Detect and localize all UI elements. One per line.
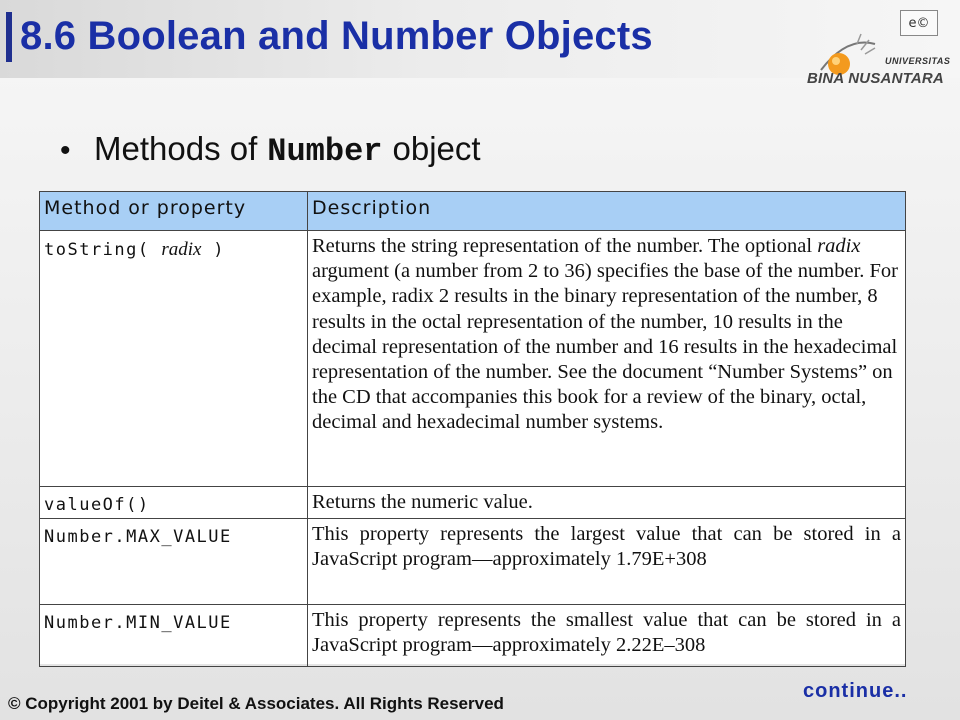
table-row — [40, 605, 906, 667]
title-accent-bar — [6, 12, 12, 62]
bullet-dot: • — [60, 134, 71, 167]
method-cell — [40, 231, 308, 487]
methods-table — [39, 191, 906, 667]
method-prefix: toString( — [44, 240, 150, 260]
table-row — [40, 519, 906, 605]
method-cell: Number.MAX_VALUE — [40, 519, 308, 605]
description-cell: Returns the numeric value. — [308, 487, 906, 519]
method-cell: valueOf() — [40, 487, 308, 519]
logo-universitas-text: UNIVERSITAS — [885, 56, 951, 66]
desc-param: radix — [817, 235, 861, 257]
table-row — [40, 231, 906, 487]
bullet-code: Number — [267, 133, 383, 170]
desc-text-pre: Returns the string representation of the number. The optional — [312, 235, 813, 257]
continue-label: continue.. — [803, 680, 908, 702]
e-learning-badge-icon: e© — [900, 10, 938, 36]
university-logo — [805, 10, 955, 94]
table-row — [40, 487, 906, 519]
bullet-point — [60, 130, 481, 170]
logo-name-text: BINA NUSANTARA — [807, 70, 944, 87]
copyright-footer: © Copyright 2001 by Deitel & Associates. All Rights Reserved — [8, 694, 504, 713]
bullet-suffix: object — [392, 130, 481, 167]
description-cell — [308, 231, 906, 487]
table-header-row — [40, 192, 906, 231]
bullet-prefix: Methods of — [94, 130, 258, 167]
method-param: radix — [161, 239, 202, 260]
description-cell: This property represents the largest value that can be stored in a JavaScript program—approximately 1.79E+308 — [308, 519, 906, 605]
desc-text-rest: argument (a number from 2 to 36) specifies the base of the number. For example, radix 2 results in the binary representation of the number, 8 results in the octal representation of the number, 10 results in the decimal representation of the number and 16 results in the hexadecimal representation of the number. See the document “Number Systems” on the CD that accompanies this book for a review of the binary, octal, decimal and hexadecimal number systems. — [312, 260, 898, 434]
header-method: Method or property — [40, 192, 308, 231]
method-suffix: ) — [213, 240, 225, 260]
method-cell: Number.MIN_VALUE — [40, 605, 308, 667]
description-cell: This property represents the smallest value that can be stored in a JavaScript program—approximately 2.22E–308 — [308, 605, 906, 667]
methods-table-container — [39, 191, 905, 664]
header-description: Description — [308, 192, 906, 231]
slide-title: 8.6 Boolean and Number Objects — [20, 14, 653, 58]
